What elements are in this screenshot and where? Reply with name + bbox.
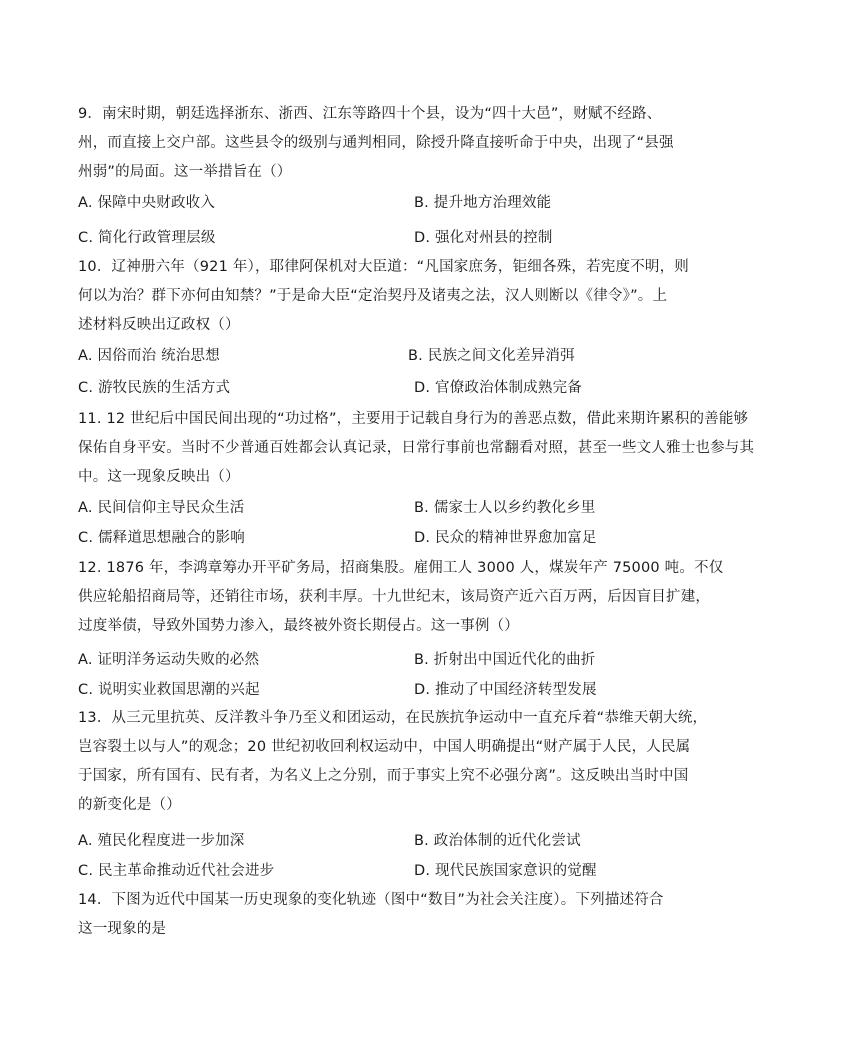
question-9-stem-line-3: 州弱”的局面。这一举措旨在（）: [78, 164, 292, 180]
question-9-option-a: A. 保障中央财政收入: [78, 195, 216, 211]
question-13-option-c: C. 民主革命推动近代社会进步: [78, 863, 275, 879]
question-10-stem-line-2: 何以为治？群下亦何由知禁？”于是命大臣“定治契丹及诸夷之法，汉人则断以《律令》”。上: [78, 288, 668, 304]
question-14-stem-line-2: 这一现象的是: [78, 921, 167, 937]
question-13-option-b: B. 政治体制的近代化尝试: [414, 833, 581, 849]
question-13-option-a: A. 殖民化程度进一步加深: [78, 833, 245, 849]
question-12-option-d: D. 推动了中国经济转型发展: [414, 682, 597, 698]
question-11-option-b: B. 儒家士人以乡约教化乡里: [414, 500, 596, 516]
question-11-option-c: C. 儒释道思想融合的影响: [78, 530, 245, 546]
question-12-option-c: C. 说明实业救国思潮的兴起: [78, 682, 260, 698]
question-13-stem-line-3: 于国家，所有国有、民有者，为名义上之分别，而于事实上究不必强分离”。这反映出当时中国: [78, 768, 689, 784]
question-11-stem-line-2: 保佑自身平安。当时不少普通百姓都会认真记录，日常行事前也常翻看对照，甚至一些文人雅士也参与其: [78, 440, 755, 456]
question-11-stem-line-1: 11. 12 世纪后中国民间出现的“功过格”，主要用于记载自身行为的善恶点数，借此来期许累积的善能够: [78, 411, 749, 427]
question-10-option-b: B. 民族之间文化差异消弭: [408, 348, 575, 364]
question-12-option-a: A. 证明洋务运动失败的必然: [78, 652, 260, 668]
question-9-option-b: B. 提升地方治理效能: [414, 195, 552, 211]
question-11-option-a: A. 民间信仰主导民众生活: [78, 500, 245, 516]
question-9-option-c: C. 简化行政管理层级: [78, 230, 216, 246]
question-12-stem-line-1: 12. 1876 年，李鸿章筹办开平矿务局，招商集股。雇佣工人 3000 人，煤炭年产 75000 吨。不仅: [78, 560, 724, 576]
question-10-option-d: D. 官僚政治体制成熟完备: [414, 380, 582, 396]
question-13-option-d: D. 现代民族国家意识的觉醒: [414, 863, 597, 879]
question-11-option-d: D. 民众的精神世界愈加富足: [414, 530, 597, 546]
question-9-option-d: D. 强化对州县的控制: [414, 230, 553, 246]
question-14-stem-line-1: 14．下图为近代中国某一历史现象的变化轨迹（图中“数目”为社会关注度）。下列描述符合: [78, 892, 664, 908]
question-10-stem-line-3: 述材料反映出辽政权（）: [78, 317, 240, 333]
question-12-option-b: B. 折射出中国近代化的曲折: [414, 652, 596, 668]
question-10-option-c: C. 游牧民族的生活方式: [78, 380, 231, 396]
question-13-stem-line-2: 岂容裂土以与人”的观念；20 世纪初收回利权运动中，中国人明确提出“财产属于人民，人民属: [78, 739, 691, 755]
question-12-stem-line-2: 供应轮船招商局等，还销往市场，获利丰厚。十九世纪末，该局资产近六百万两，后因盲目扩建，: [78, 589, 711, 605]
question-13-stem-line-4: 的新变化是（）: [78, 797, 181, 813]
question-11-stem-line-3: 中。这一现象反映出（）: [78, 469, 240, 485]
question-12-stem-line-3: 过度举债，导致外国势力渗入，最终被外资长期侵占。这一事例（）: [78, 618, 519, 634]
question-10-option-a: A. 因俗而治 统治思想: [78, 348, 220, 364]
question-13-stem-line-1: 13．从三元里抗英、反洋教斗争乃至义和团运动，在民族抗争运动中一直充斥着“恭维天朝大统，: [78, 710, 708, 726]
question-9-stem-line-1: 9．南宋时期，朝廷选择浙东、浙西、江东等路四十个县，设为“四十大邑”，财赋不经路、: [78, 106, 662, 122]
question-9-stem-line-2: 州，而直接上交户部。这些县令的级别与通判相同，除授升降直接听命于中央，出现了“县强: [78, 135, 674, 151]
question-10-stem-line-1: 10．辽神册六年（921 年），耶律阿保机对大臣道：“凡国家庶务，钜细各殊，若宪度不明，则: [78, 259, 689, 275]
